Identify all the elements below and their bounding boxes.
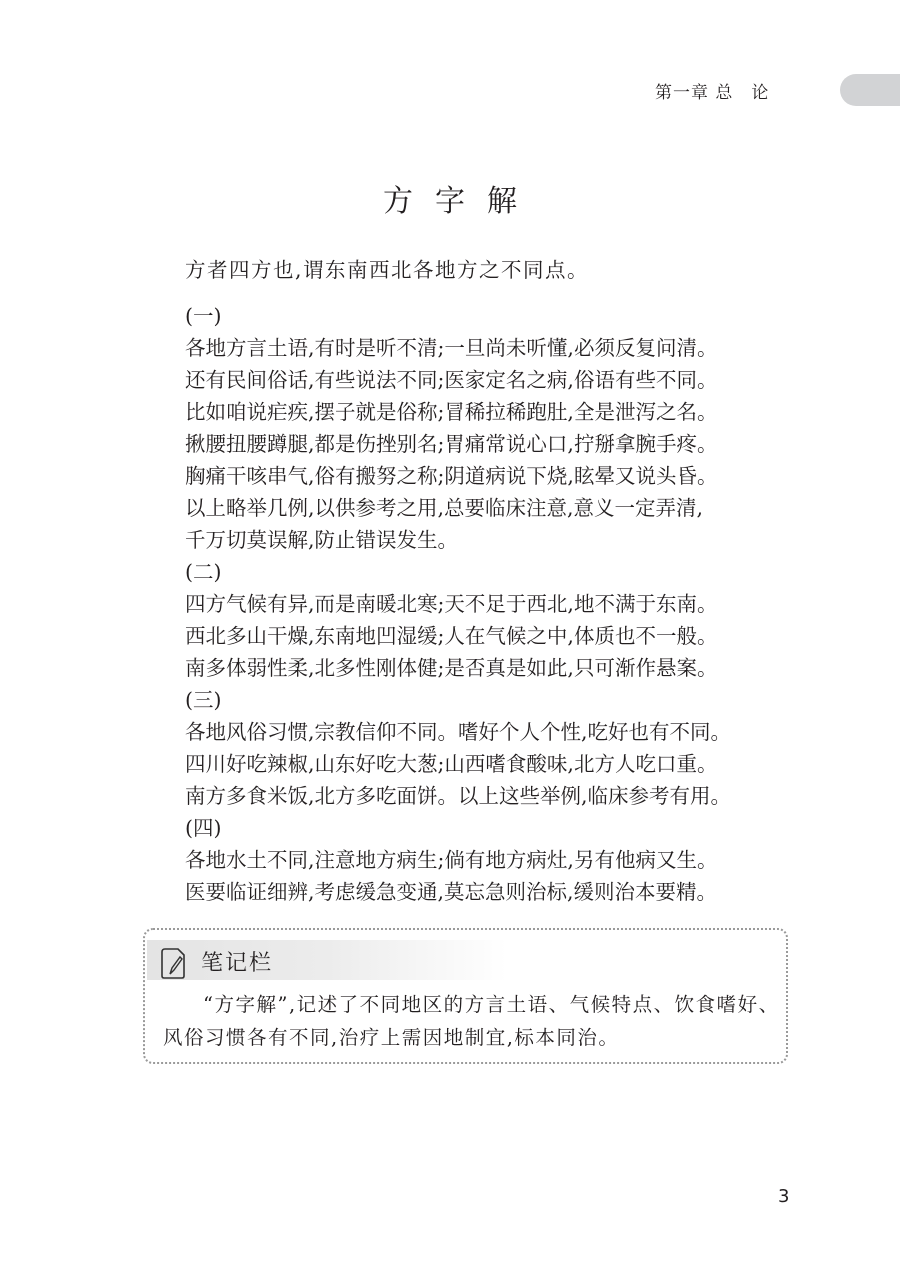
running-head: 第一章 总 论	[655, 83, 770, 103]
verse-line: 各地水土不同,注意地方病生;倘有地方病灶,另有他病又生。	[185, 848, 718, 872]
sections	[185, 300, 745, 908]
chapter-tab	[840, 74, 900, 106]
verse-line: 比如咱说疟疾,摆子就是俗称;冒稀拉稀跑肚,全是泄泻之名。	[185, 400, 718, 424]
verse-line: 揪腰扭腰蹲腿,都是伤挫别名;胃痛常说心口,拧掰拿腕手疼。	[185, 432, 718, 456]
body-text	[185, 253, 745, 908]
verse-line: 南方多食米饭,北方多吃面饼。以上这些举例,临床参考有用。	[185, 784, 732, 808]
page-number: 3	[778, 1186, 790, 1207]
section-label: (二)	[185, 560, 222, 584]
section-label: (一)	[185, 304, 222, 328]
intro-line: 方者四方也,谓东南西北各地方之不同点。	[185, 258, 590, 282]
verse-line: 各地风俗习惯,宗教信仰不同。嗜好个人个性,吃好也有不同。	[185, 720, 732, 744]
note-text: “方字解”,记述了不同地区的方言土语、气候特点、饮食嗜好、风俗习惯各有不同,治疗上需因地制宜,标本同治。	[163, 993, 780, 1049]
page-title: 方字解	[383, 184, 539, 219]
verse-line: 医要临证细辨,考虑缓急变通,莫忘急则治标,缓则治本要精。	[185, 880, 718, 904]
note-box	[143, 928, 788, 1064]
verse-line: 西北多山干燥,东南地凹湿缓;人在气候之中,体质也不一般。	[185, 624, 718, 648]
verse-line: 各地方言土语,有时是听不清;一旦尚未听懂,必须反复问清。	[185, 336, 718, 360]
verse-line: 还有民间俗话,有些说法不同;医家定名之病,俗语有些不同。	[185, 368, 718, 392]
verse-line: 南多体弱性柔,北多性刚体健;是否真是如此,只可渐作悬案。	[185, 656, 718, 680]
verse-line: 四方气候有异,而是南暖北寒;天不足于西北,地不满于东南。	[185, 592, 718, 616]
note-pencil-icon	[158, 946, 188, 980]
note-title: 笔记栏	[201, 951, 274, 976]
section-label: (三)	[185, 688, 222, 712]
section-label: (四)	[185, 816, 222, 840]
verse-line: 千万切莫误解,防止错误发生。	[185, 528, 459, 552]
verse-line: 胸痛干咳串气,俗有搬努之称;阴道病说下烧,眩晕又说头昏。	[185, 464, 718, 488]
verse-line: 四川好吃辣椒,山东好吃大葱;山西嗜食酸味,北方人吃口重。	[185, 752, 718, 776]
verse-line: 以上略举几例,以供参考之用,总要临床注意,意义一定弄清,	[185, 496, 704, 520]
